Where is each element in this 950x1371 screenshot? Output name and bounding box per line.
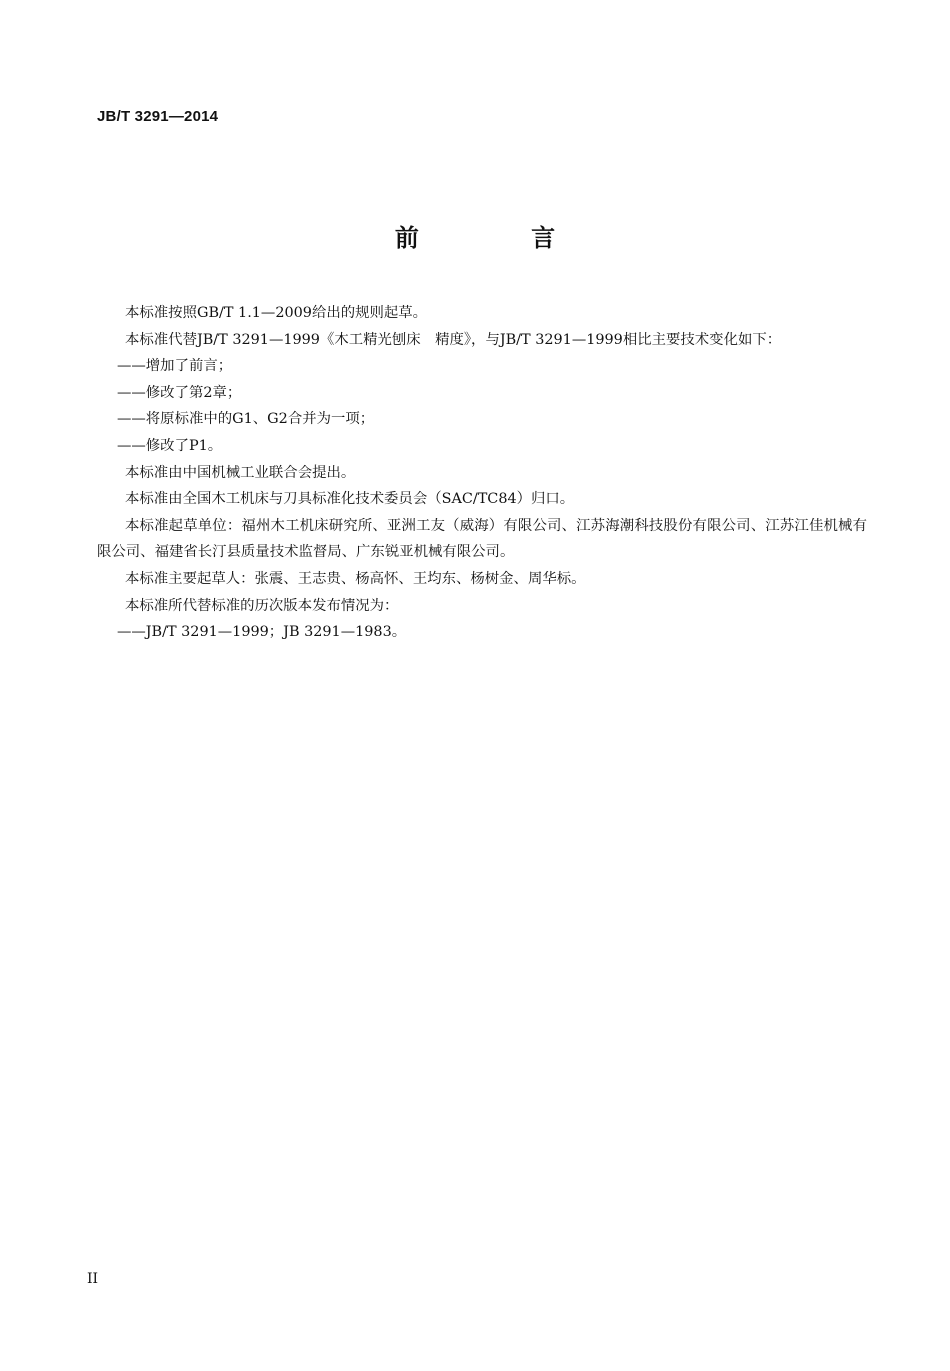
paragraph-proposer: 本标准由中国机械工业联合会提出。 xyxy=(125,464,356,481)
paragraph-drafting-units: 本标准起草单位：福州木工机床研究所、亚洲工友（威海）有限公司、江苏海潮科技股份有限公司、江苏江佳机械有限公司、福建省长汀县质量技术监督局、广东锐亚机械有限公司。 xyxy=(97,517,867,561)
change-item-4: ——修改了P1。 xyxy=(117,437,223,454)
paragraph-drafters: 本标准主要起草人：张震、王志贵、杨高怀、王均东、杨树金、周华标。 xyxy=(125,570,586,587)
change-item-2: ——修改了第2章； xyxy=(117,384,242,401)
page-title: 前 言 xyxy=(394,224,608,252)
paragraph-replacement: 本标准代替JB/T 3291—1999《木工精光刨床 精度》，与JB/T 3291—1999相比主要技术变化如下： xyxy=(125,331,782,348)
history-item: ——JB/T 3291—1999；JB 3291—1983。 xyxy=(117,624,407,641)
foreword-body xyxy=(97,300,867,646)
page-number: II xyxy=(87,1271,99,1287)
paragraph-history: 本标准所代替标准的历次版本发布情况为： xyxy=(125,597,399,614)
paragraph-centralized: 本标准由全国木工机床与刀具标准化技术委员会（SAC/TC84）归口。 xyxy=(125,491,575,508)
change-item-1: ——增加了前言； xyxy=(117,358,233,375)
change-item-3: ——将原标准中的G1、G2合并为一项； xyxy=(117,411,375,428)
document-code: JB/T 3291—2014 xyxy=(97,108,219,125)
paragraph-drafting-rules: 本标准按照GB/T 1.1—2009给出的规则起草。 xyxy=(125,305,428,321)
